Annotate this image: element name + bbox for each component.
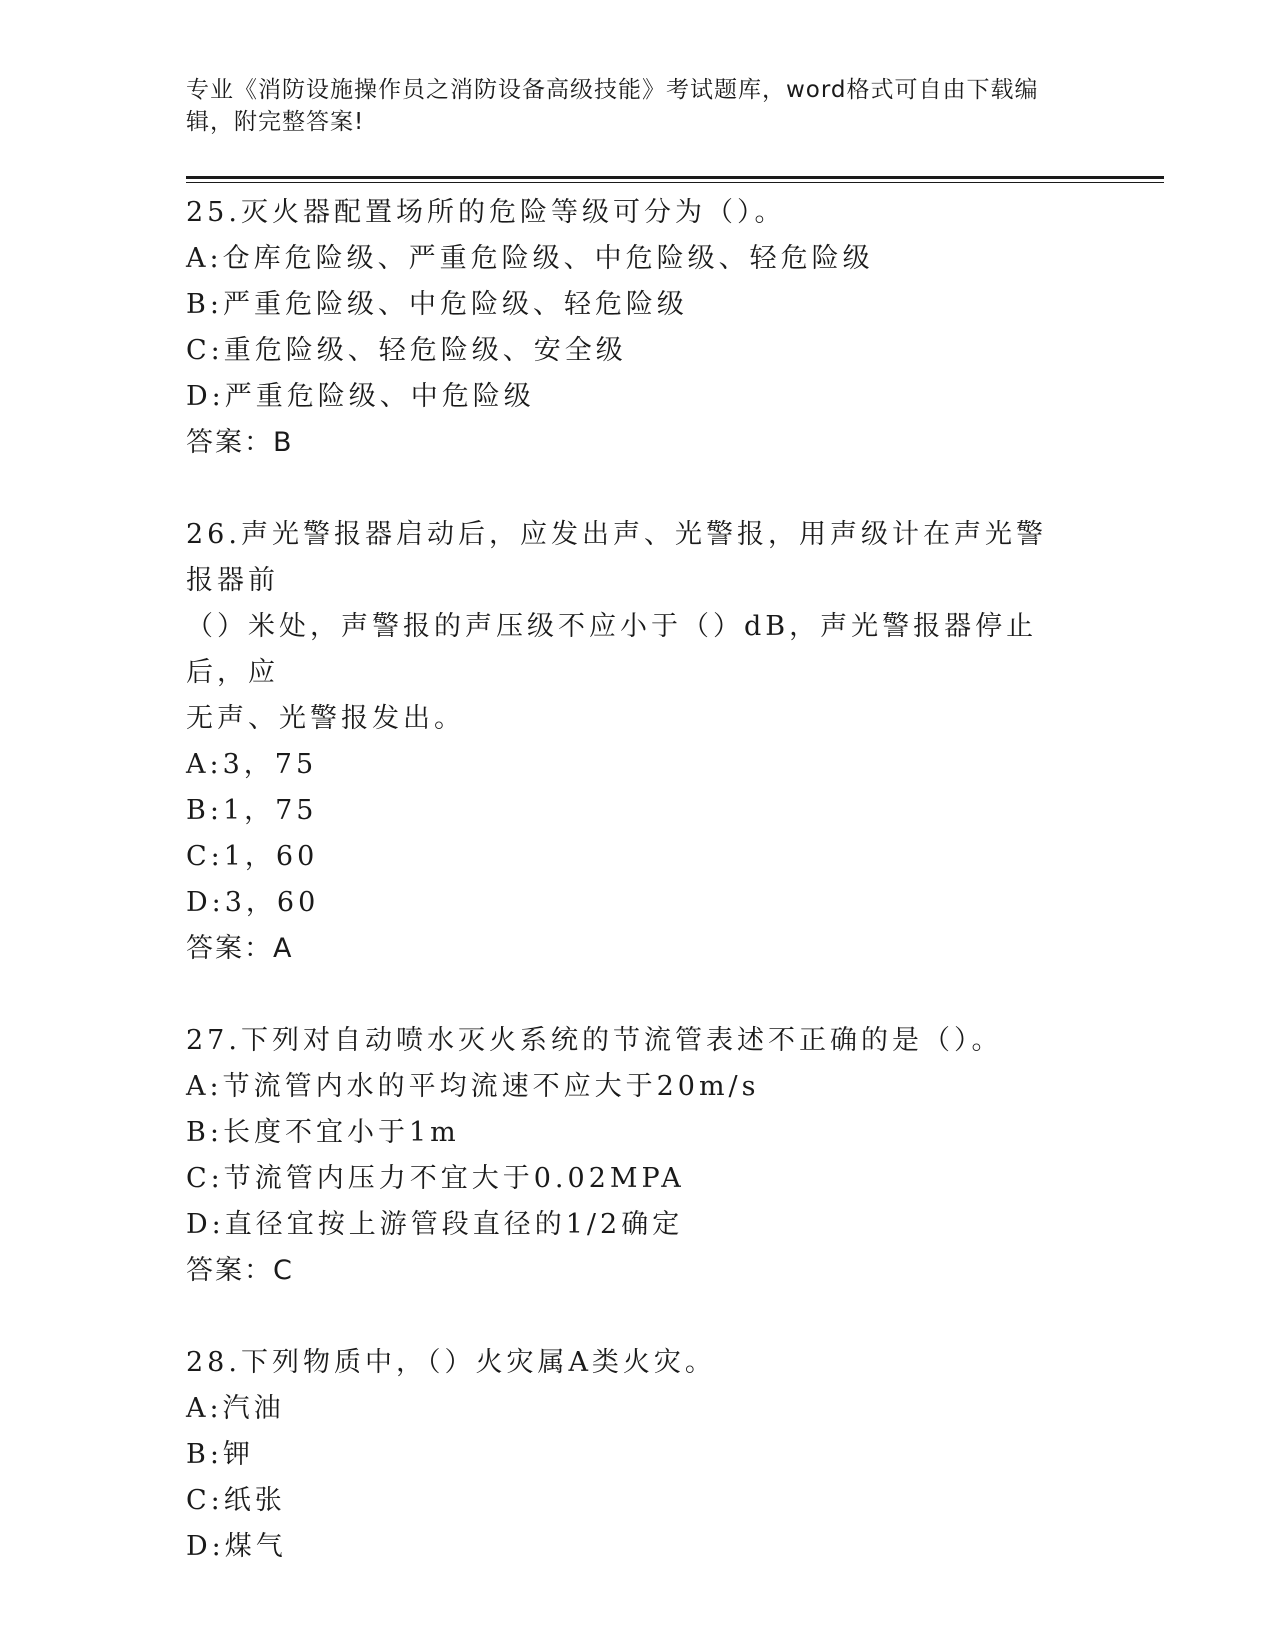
- stem-line: （）米处，声警报的声压级不应小于（）dB，声光警报器停止后，应: [186, 611, 1038, 688]
- header-line-2: 辑，附完整答案!: [186, 109, 365, 135]
- option-d: D:煤气: [186, 1531, 287, 1562]
- document-header: [186, 74, 1086, 138]
- header-line-1: 专业《消防设施操作员之消防设备高级技能》考试题库，word格式可自由下载编: [186, 77, 1039, 103]
- stem-line: 无声、光警报发出。: [186, 703, 465, 734]
- option-a: A:汽油: [186, 1393, 285, 1424]
- question-list: [186, 190, 1086, 1616]
- question-stem: [186, 1018, 1066, 1064]
- option-a: A:节流管内水的平均流速不应大于20m/s: [186, 1071, 760, 1102]
- stem-line: 28.下列物质中，（）火灾属A类火灾。: [186, 1347, 716, 1378]
- option-b: B:钾: [186, 1439, 254, 1470]
- option-b: B:1，75: [186, 795, 318, 826]
- question-27: [186, 1018, 1086, 1294]
- question-26: [186, 512, 1086, 972]
- option-a: A:3，75: [186, 749, 318, 780]
- question-stem: [186, 190, 1066, 236]
- option-c: C:节流管内压力不宜大于0.02MPA: [186, 1163, 685, 1194]
- option-d: D:直径宜按上游管段直径的1/2确定: [186, 1209, 684, 1240]
- option-a: A:仓库危险级、严重危险级、中危险级、轻危险级: [186, 243, 874, 274]
- stem-line: 26.声光警报器启动后，应发出声、光警报，用声级计在声光警报器前: [186, 519, 1047, 596]
- option-d: D:严重危险级、中危险级: [186, 381, 535, 412]
- answer: 答案：C: [186, 1255, 294, 1286]
- answer: 答案：A: [186, 933, 294, 964]
- option-c: C:重危险级、轻危险级、安全级: [186, 335, 627, 366]
- option-b: B:长度不宜小于1m: [186, 1117, 460, 1148]
- question-28: [186, 1340, 1086, 1570]
- question-stem: [186, 1340, 1066, 1386]
- header-divider-thin: [186, 182, 1164, 183]
- answer: 答案：B: [186, 427, 294, 458]
- stem-line: 27.下列对自动喷水灭火系统的节流管表述不正确的是（）。: [186, 1025, 1003, 1056]
- question-stem: [186, 512, 1066, 742]
- option-b: B:严重危险级、中危险级、轻危险级: [186, 289, 688, 320]
- stem-line: 25.灭火器配置场所的危险等级可分为（）。: [186, 197, 786, 228]
- header-divider-thick: [186, 176, 1164, 179]
- option-c: C:1，60: [186, 841, 319, 872]
- option-c: C:纸张: [186, 1485, 286, 1516]
- question-25: [186, 190, 1086, 466]
- option-d: D:3，60: [186, 887, 320, 918]
